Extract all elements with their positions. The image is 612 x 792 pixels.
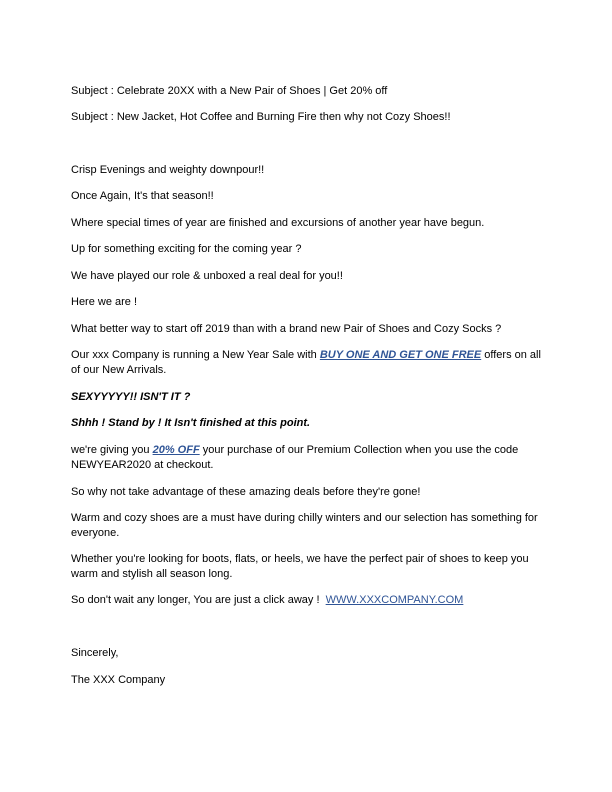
subject-line-2: Subject : New Jacket, Hot Coffee and Burning Fire then why not Cozy Shoes!! <box>71 111 451 123</box>
sale-paragraph <box>71 348 551 378</box>
body-line: We have played our role & unboxed a real deal for you!! <box>71 270 343 282</box>
emphasis-line-2: Shhh ! Stand by ! It Isn't finished at this point. <box>71 417 311 429</box>
sale-text-before: Our xxx Company is running a New Year Sale with <box>71 349 320 361</box>
body-line: Crisp Evenings and weighty downpour!! <box>71 164 265 176</box>
body-line: Once Again, It's that season!! <box>71 190 214 202</box>
sale-text-after: offers on all of our New Arrivals. <box>71 349 541 376</box>
body-line: Up for something exciting for the coming year ? <box>71 243 302 255</box>
signature: The XXX Company <box>71 674 166 686</box>
deals-line: So why not take advantage of these amazing deals before they're gone! <box>71 486 421 498</box>
body-line: Here we are ! <box>71 296 138 308</box>
signoff: Sincerely, <box>71 647 119 659</box>
body-line: Where special times of year are finished and excursions of another year have begun. <box>71 217 485 229</box>
emphasis-line-1: SEXYYYYY!! ISN'T IT ? <box>71 391 191 403</box>
subject-line-1: Subject : Celebrate 20XX with a New Pair of Shoes | Get 20% off <box>71 85 388 97</box>
bogo-link[interactable]: BUY ONE AND GET ONE FREE <box>319 349 482 361</box>
discount-link[interactable]: 20% OFF <box>152 444 200 456</box>
discount-paragraph <box>71 443 551 473</box>
discount-text-before: we're giving you <box>71 444 153 456</box>
cta-paragraph <box>71 593 551 608</box>
warm-paragraph: Warm and cozy shoes are a must have during chilly winters and our selection has something for everyone. <box>71 512 538 539</box>
boots-paragraph: Whether you're looking for boots, flats, or heels, we have the perfect pair of shoes to keep you warm and stylish all season long. <box>71 553 529 580</box>
discount-text-after: your purchase of our Premium Collection when you use the code NEWYEAR2020 at checkout. <box>71 444 519 471</box>
website-link[interactable]: WWW.XXXCOMPANY.COM <box>325 594 464 606</box>
cta-text: So don't wait any longer, You are just a click away ! <box>71 594 326 606</box>
body-line: What better way to start off 2019 than with a brand new Pair of Shoes and Cozy Socks ? <box>71 323 502 335</box>
